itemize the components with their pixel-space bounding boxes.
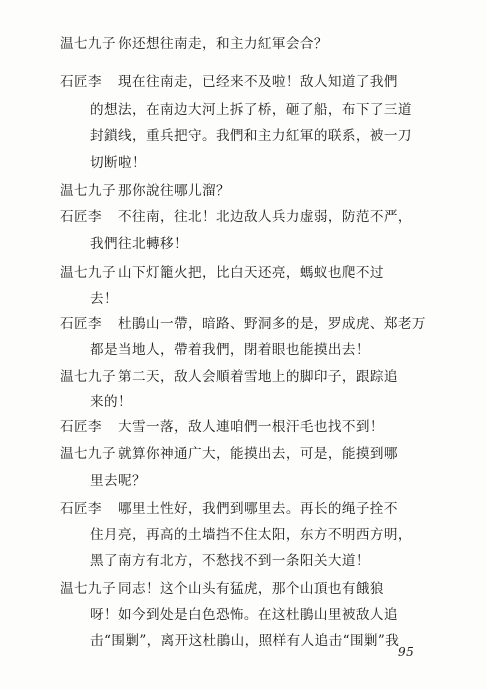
dialogue-line [90,393,132,411]
line-text: 去！ [90,291,118,307]
line-text: 哪里土性好，我們到哪里去。再长的绳子拴不 [118,501,398,517]
dialogue-line [60,368,398,386]
line-text: 我們往北轉移！ [90,236,188,252]
line-text: 第二天，敌人会順着雪地上的脚印子，跟踪追 [118,369,398,385]
line-text: 呀！如今到处是白色恐怖。在这杜鵑山里被敌人追 [90,607,398,623]
page-number: 95 [398,645,415,659]
dialogue-line [90,127,412,145]
dialogue-line [60,73,398,91]
speaker-name: 石匠李 [60,419,102,435]
speaker-name: 温七九子 [60,265,116,281]
line-text: 击“围剿”，离开这杜鵑山，照样有人追击“围剿”我 [90,633,400,649]
line-text: 同志！这个山头有猛虎，那个山頂也有餓狼 [118,581,384,597]
speaker-name: 石匠李 [60,209,102,225]
line-text: 不往南，往北！北边敌人兵力虚弱，防范不严， [118,209,412,225]
dialogue-line [60,500,398,518]
line-text: 的想法，在南边大河上拆了桥，砸了船，布下了三道 [90,102,412,118]
speaker-name: 石匠李 [60,74,102,90]
line-text: 大雪一落，敌人連咱們一根汗毛也找不到！ [118,419,384,435]
speaker-name: 温七九子 [60,581,116,597]
line-text: 住月亮，再高的土墙挡不住太阳，东方不明西方明， [90,527,412,543]
speaker-name: 温七九子 [60,446,116,462]
dialogue-line [90,526,412,544]
dialogue-line [90,606,398,624]
line-text: 你还想往南走，和主力紅軍会合？ [118,36,328,52]
line-text: 切断啦！ [90,155,146,171]
dialogue-line [90,101,412,119]
speaker-name: 石匠李 [60,501,102,517]
speaker-name: 温七九子 [60,183,116,199]
speaker-name: 温七九子 [60,36,116,52]
dialogue-line [60,264,384,282]
dialogue-line [60,418,384,436]
dialogue-line [60,208,412,226]
line-text: 都是当地人，帶着我們，閉着眼也能摸出去！ [90,342,370,358]
dialogue-line [90,552,370,570]
dialogue-line [90,235,188,253]
line-text: 里去呢？ [90,473,146,489]
dialogue-line [90,341,370,359]
dialogue-line [60,445,398,463]
line-text: 現在往南走，已经来不及啦！敌人知道了我們 [118,74,398,90]
dialogue-line [90,290,118,308]
dialogue-line [60,580,384,598]
dialogue-line [90,632,399,650]
line-text: 黑了南方有北方，不愁找不到一条阳关大道！ [90,553,370,569]
line-text: 封鎖线，重兵把守。我們和主力紅軍的联系，被一刀 [90,128,412,144]
dialogue-line [90,154,146,172]
dialogue-line [60,182,230,200]
line-text: 那你說往哪儿溜？ [118,183,230,199]
line-text: 山下灯籠火把，比白天还亮，螞蚁也爬不过 [118,265,384,281]
line-text: 来的！ [90,394,132,410]
dialogue-line [60,315,426,333]
speaker-name: 温七九子 [60,369,116,385]
speaker-name: 石匠李 [60,316,102,332]
dialogue-line [60,35,328,53]
line-text: 就算你神通广大，能摸出去，可是，能摸到哪 [118,446,398,462]
line-text: 杜鵑山一帶，暗路、野洞多的是，罗成虎、郑老万 [118,316,426,332]
dialogue-line [90,472,146,490]
